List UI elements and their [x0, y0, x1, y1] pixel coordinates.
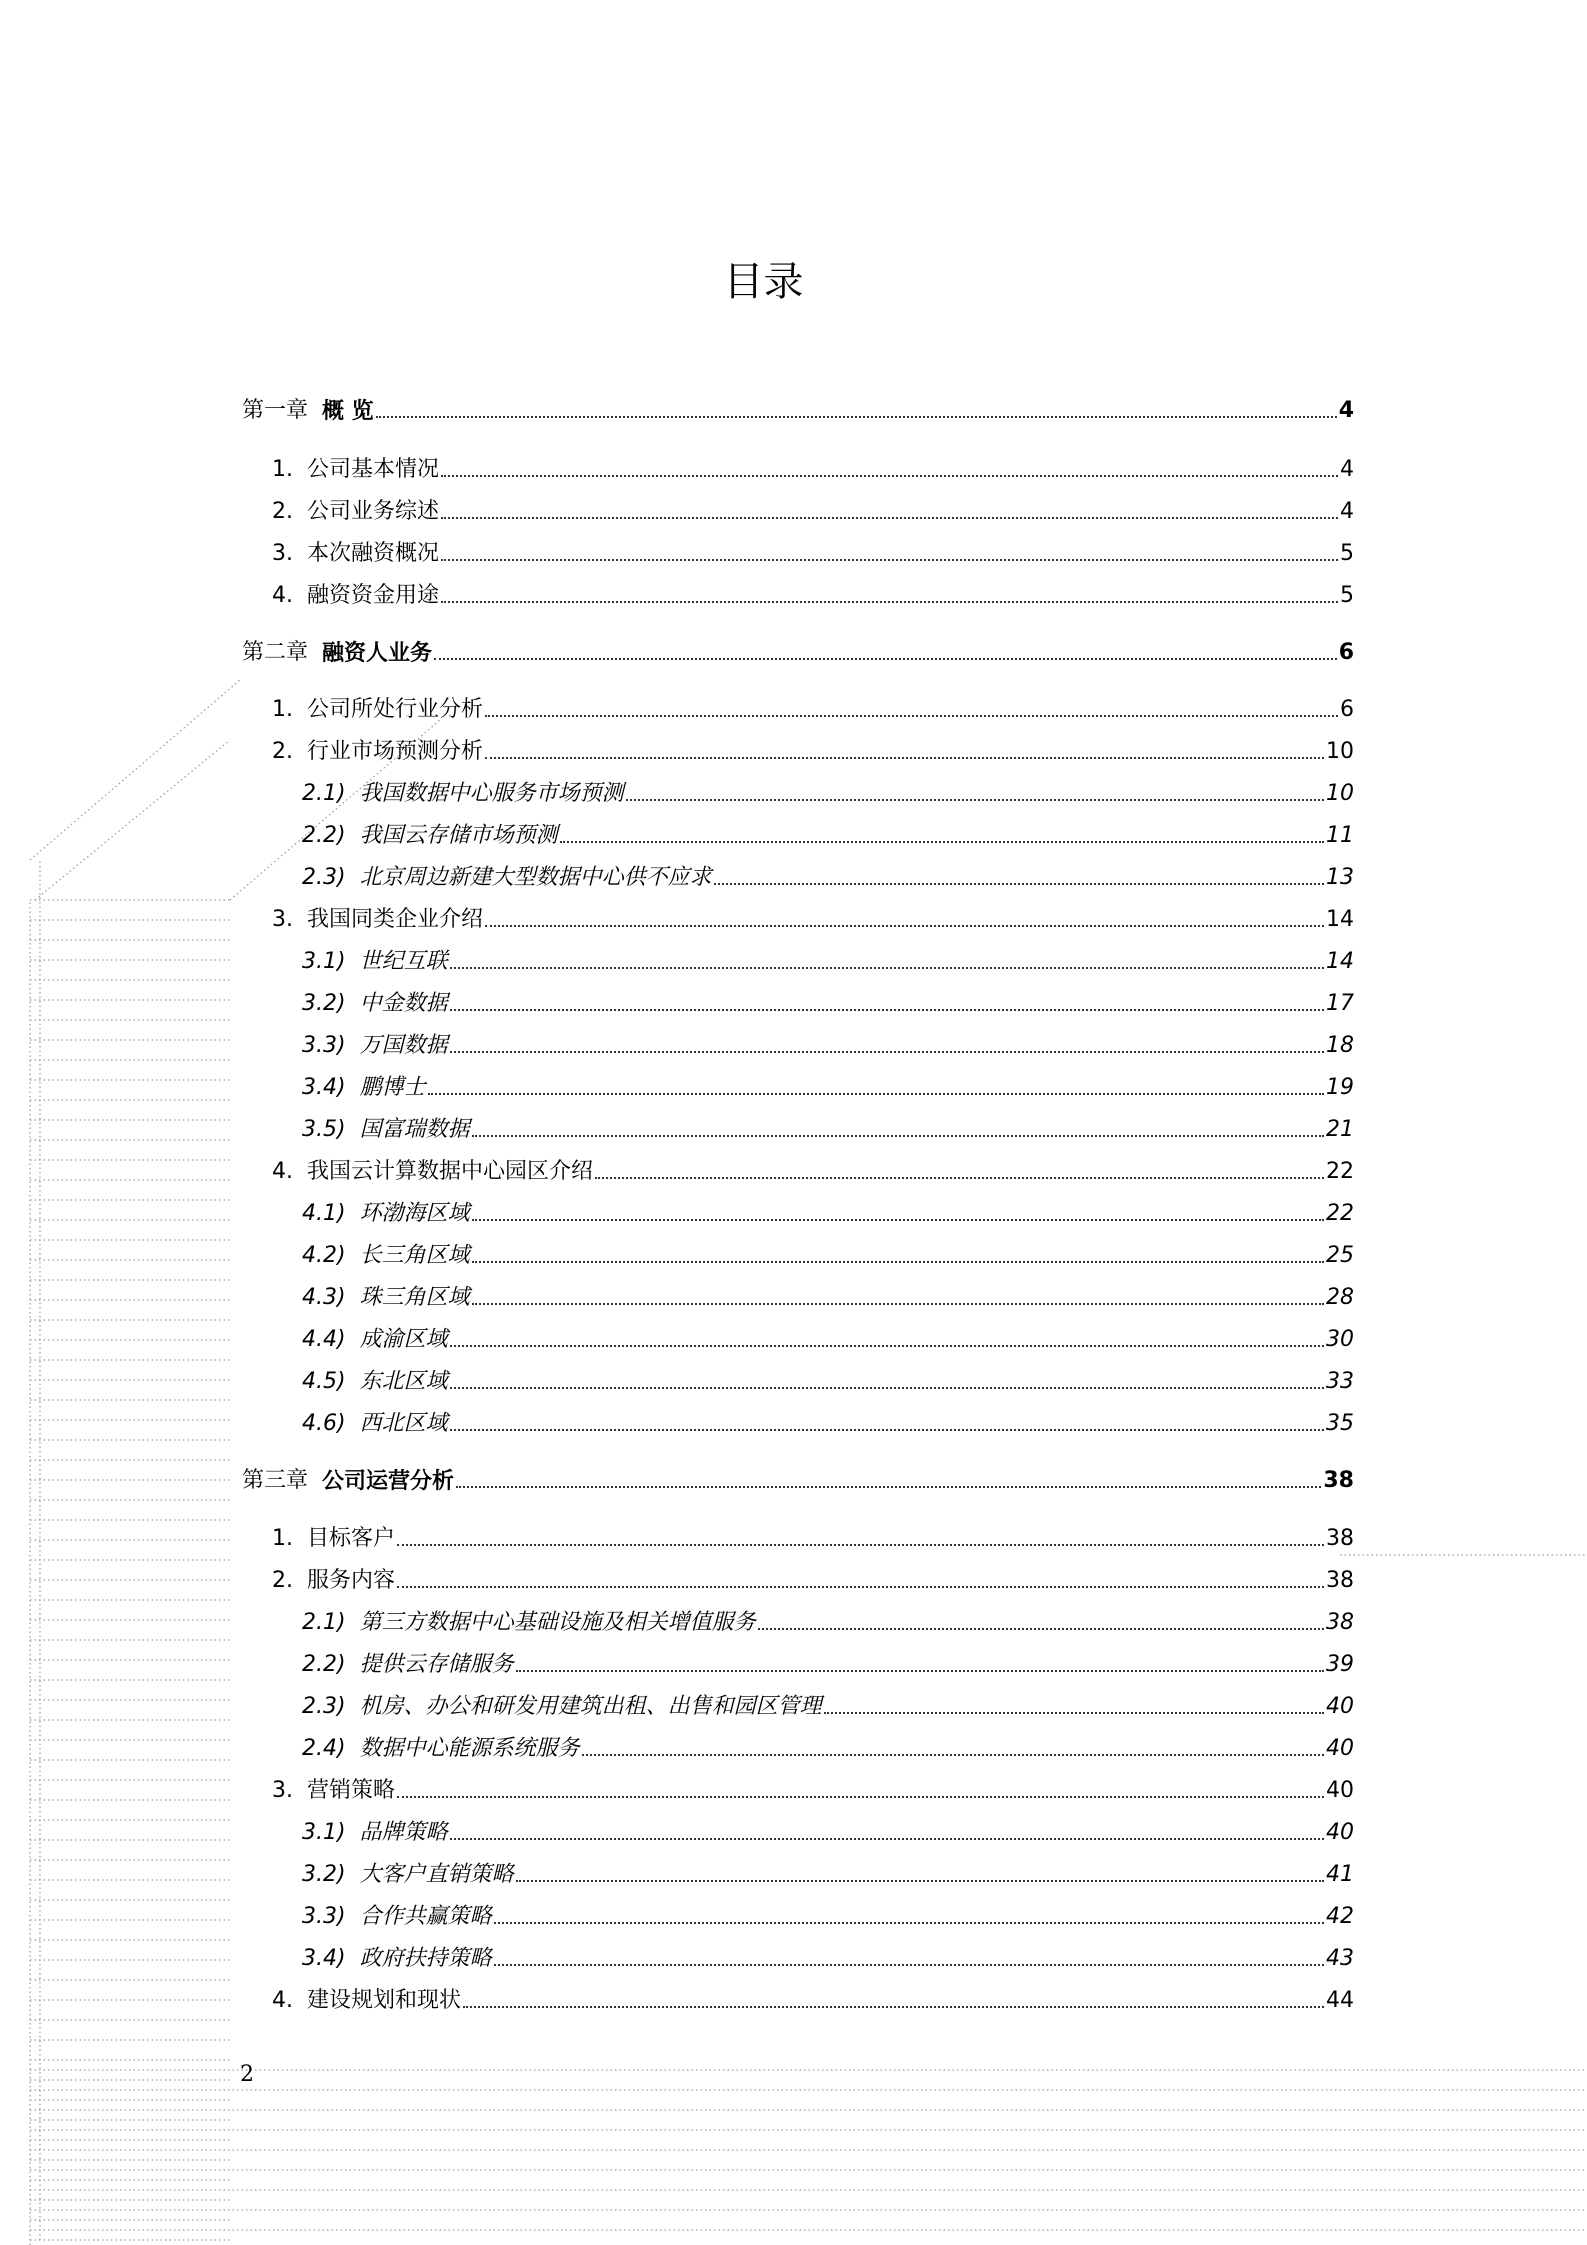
toc-entry-label: 西北区域 [359, 1411, 448, 1436]
toc-entry-label: 我国数据中心服务市场预测 [359, 781, 624, 806]
toc-entry-number: 4.2) [302, 1243, 360, 1268]
toc-entry-page: 18 [1326, 1033, 1354, 1058]
toc-entry-label: 世纪互联 [359, 949, 448, 974]
toc-entry-page: 38 [1323, 1468, 1354, 1493]
toc-entry-label: 建设规划和现状 [306, 1988, 461, 2013]
toc-entry-page: 40 [1326, 1694, 1354, 1719]
toc-entry-label: 营销策略 [306, 1778, 395, 1803]
toc-entry-number: 2.1) [302, 781, 360, 806]
toc-entry-page: 14 [1326, 949, 1354, 974]
dot-leader [450, 1387, 1324, 1389]
dot-leader [397, 1586, 1324, 1588]
toc-entry-number: 3. [272, 1778, 307, 1803]
toc-entry-section[interactable] [272, 537, 1354, 567]
toc-entry-page: 17 [1326, 991, 1354, 1016]
dot-leader [441, 559, 1338, 561]
toc-entry-sub[interactable] [302, 1281, 1354, 1311]
toc-entry-sub[interactable] [302, 1029, 1354, 1059]
toc-entry-number: 3.1) [302, 1820, 360, 1845]
toc-entry-page: 40 [1326, 1736, 1354, 1761]
toc-entry-label: 提供云存储服务 [359, 1652, 514, 1677]
toc-entry-label: 成渝区域 [359, 1327, 448, 1352]
toc-entry-sub[interactable] [302, 945, 1354, 975]
toc-entry-chapter[interactable] [242, 394, 1354, 424]
toc-entry-number: 4.1) [302, 1201, 360, 1226]
toc-entry-number: 1. [272, 697, 307, 722]
toc-entry-number: 2. [272, 499, 307, 524]
toc-entry-sub[interactable] [302, 1690, 1354, 1720]
toc-entry-label: 环渤海区域 [359, 1201, 470, 1226]
toc-entry-number: 第一章 [242, 398, 322, 423]
dot-leader [714, 883, 1324, 885]
toc-entry-section[interactable] [272, 1564, 1354, 1594]
toc-entry-sub[interactable] [302, 1071, 1354, 1101]
toc-entry-number: 3.4) [302, 1946, 360, 1971]
toc-entry-section[interactable] [272, 495, 1354, 525]
dot-leader [450, 1345, 1324, 1347]
toc-entry-sub[interactable] [302, 1606, 1354, 1636]
toc-entry-number: 2.3) [302, 865, 360, 890]
dot-leader [397, 1544, 1324, 1546]
toc-entry-section[interactable] [272, 735, 1354, 765]
dot-leader [450, 1429, 1324, 1431]
dot-leader [485, 757, 1324, 759]
toc-entry-number: 第二章 [242, 640, 322, 665]
toc-entry-label: 合作共赢策略 [359, 1904, 492, 1929]
toc-entry-page: 38 [1326, 1568, 1354, 1593]
dot-leader [485, 925, 1324, 927]
toc-entry-label: 我国云存储市场预测 [359, 823, 558, 848]
toc-entry-label: 机房、办公和研发用建筑出租、出售和园区管理 [359, 1694, 822, 1719]
toc-entry-sub[interactable] [302, 1197, 1354, 1227]
toc-entry-label: 概 览 [322, 398, 374, 424]
dot-leader [516, 1670, 1324, 1672]
toc-entry-number: 2. [272, 739, 307, 764]
dot-leader [397, 1796, 1324, 1798]
toc-entry-sub[interactable] [302, 987, 1354, 1017]
toc-entry-number: 4.3) [302, 1285, 360, 1310]
toc-entry-page: 33 [1326, 1369, 1354, 1394]
dot-leader [824, 1712, 1324, 1714]
toc-entry-page: 10 [1326, 739, 1354, 764]
toc-entry-chapter[interactable] [242, 1464, 1354, 1494]
toc-entry-sub[interactable] [302, 861, 1354, 891]
dot-leader [472, 1303, 1324, 1305]
toc-entry-page: 22 [1326, 1159, 1354, 1184]
toc-entry-page: 40 [1326, 1820, 1354, 1845]
toc-entry-number: 4. [272, 583, 307, 608]
toc-entry-page: 44 [1326, 1988, 1354, 2013]
toc-entry-page: 35 [1326, 1411, 1354, 1436]
dot-leader [450, 1009, 1324, 1011]
dot-leader [485, 715, 1338, 717]
dot-leader [463, 2006, 1324, 2008]
toc-entry-page: 42 [1326, 1904, 1354, 1929]
toc-entry-number: 3. [272, 541, 307, 566]
dot-leader [441, 601, 1338, 603]
dot-leader [450, 1051, 1324, 1053]
toc-entry-label: 行业市场预测分析 [306, 739, 483, 764]
toc-entry-number: 2.4) [302, 1736, 360, 1761]
toc-entry-number: 4.6) [302, 1411, 360, 1436]
dot-leader [494, 1922, 1324, 1924]
toc-entry-page: 10 [1326, 781, 1354, 806]
dot-leader [434, 658, 1337, 660]
toc-entry-page: 41 [1326, 1862, 1354, 1887]
dot-leader [450, 967, 1324, 969]
toc-entry-section[interactable] [272, 1984, 1354, 2014]
toc-entry-section[interactable] [272, 579, 1354, 609]
dot-leader [595, 1177, 1324, 1179]
toc-entry-page: 21 [1326, 1117, 1354, 1142]
dot-leader [472, 1135, 1324, 1137]
toc-entry-page: 38 [1326, 1610, 1354, 1635]
toc-entry-label: 中金数据 [359, 991, 448, 1016]
dot-leader [560, 841, 1324, 843]
dot-leader [441, 517, 1338, 519]
toc-entry-label: 融资人业务 [322, 640, 433, 666]
toc-entry-label: 公司业务综述 [306, 499, 439, 524]
toc-entry-page: 4 [1340, 499, 1354, 524]
toc-entry-number: 4. [272, 1159, 307, 1184]
toc-entry-label: 融资资金用途 [306, 583, 439, 608]
toc-entry-label: 服务内容 [306, 1568, 395, 1593]
dot-leader [626, 799, 1324, 801]
dot-leader [494, 1964, 1324, 1966]
toc-entry-number: 3.3) [302, 1904, 360, 1929]
toc-entry-sub[interactable] [302, 1113, 1354, 1143]
toc-entry-section[interactable] [272, 1155, 1354, 1185]
toc-entry-label: 我国同类企业介绍 [306, 907, 483, 932]
dot-leader [456, 1486, 1321, 1488]
toc-entry-page: 25 [1326, 1243, 1354, 1268]
dot-leader [376, 416, 1337, 418]
toc-entry-number: 2.3) [302, 1694, 360, 1719]
toc-entry-page: 11 [1326, 823, 1354, 848]
dot-leader [441, 475, 1338, 477]
toc-entry-page: 14 [1326, 907, 1354, 932]
toc-entry-number: 2.2) [302, 1652, 360, 1677]
toc-entry-label: 目标客户 [306, 1526, 395, 1551]
toc-entry-number: 3.5) [302, 1117, 360, 1142]
toc-entry-number: 3.2) [302, 991, 360, 1016]
toc-entry-label: 北京周边新建大型数据中心供不应求 [359, 865, 712, 890]
dot-leader [582, 1754, 1324, 1756]
footer-page-number: 2 [240, 2062, 254, 2087]
toc-entry-sub[interactable] [302, 1900, 1354, 1930]
toc-entry-number: 4. [272, 1988, 307, 2013]
toc-entry-sub[interactable] [302, 819, 1354, 849]
toc-entry-chapter[interactable] [242, 636, 1354, 666]
toc-entry-number: 4.4) [302, 1327, 360, 1352]
toc-entry-page: 5 [1340, 541, 1354, 566]
toc-entry-label: 万国数据 [359, 1033, 448, 1058]
toc-entry-page: 13 [1326, 865, 1354, 890]
toc-entry-page: 6 [1340, 697, 1354, 722]
toc-entry-page: 4 [1338, 398, 1354, 423]
toc-entry-page: 43 [1326, 1946, 1354, 1971]
toc-entry-label: 东北区域 [359, 1369, 448, 1394]
toc-entry-number: 第三章 [242, 1468, 322, 1493]
toc-entry-number: 2.2) [302, 823, 360, 848]
toc-entry-label: 国富瑞数据 [359, 1117, 470, 1142]
dot-leader [428, 1093, 1324, 1095]
toc-entry-page: 4 [1340, 457, 1354, 482]
toc-entry-label: 公司基本情况 [306, 457, 439, 482]
toc-entry-label: 第三方数据中心基础设施及相关增值服务 [359, 1610, 756, 1635]
toc-entry-label: 公司运营分析 [322, 1468, 455, 1494]
toc-entry-label: 政府扶持策略 [359, 1946, 492, 1971]
toc-entry-page: 5 [1340, 583, 1354, 608]
toc-entry-page: 19 [1326, 1075, 1354, 1100]
toc-entry-page: 6 [1338, 640, 1354, 665]
dot-leader [450, 1838, 1324, 1840]
page-title: 目录 [723, 259, 804, 305]
toc-entry-sub[interactable] [302, 1732, 1354, 1762]
toc-entry-sub[interactable] [302, 1239, 1354, 1269]
toc-entry-sub[interactable] [302, 1365, 1354, 1395]
toc-entry-section[interactable] [272, 693, 1354, 723]
toc-entry-sub[interactable] [302, 1648, 1354, 1678]
toc-entry-label: 珠三角区域 [359, 1285, 470, 1310]
toc-entry-number: 3. [272, 907, 307, 932]
toc-entry-section[interactable] [272, 1522, 1354, 1552]
toc-entry-label: 鹏博士 [359, 1075, 426, 1100]
toc-entry-section[interactable] [272, 453, 1354, 483]
toc-entry-number: 1. [272, 1526, 307, 1551]
toc-entry-number: 2.1) [302, 1610, 360, 1635]
toc-entry-sub[interactable] [302, 1323, 1354, 1353]
toc-entry-page: 30 [1326, 1327, 1354, 1352]
dot-leader [472, 1261, 1324, 1263]
toc-entry-number: 3.2) [302, 1862, 360, 1887]
dot-leader [758, 1628, 1324, 1630]
toc-entry-label: 公司所处行业分析 [306, 697, 483, 722]
toc-entry-sub[interactable] [302, 777, 1354, 807]
toc-entry-page: 38 [1326, 1526, 1354, 1551]
toc-entry-number: 3.3) [302, 1033, 360, 1058]
toc-entry-number: 4.5) [302, 1369, 360, 1394]
toc-entry-number: 3.1) [302, 949, 360, 974]
toc-entry-sub[interactable] [302, 1407, 1354, 1437]
toc-entry-number: 3.4) [302, 1075, 360, 1100]
toc-entry-sub[interactable] [302, 1816, 1354, 1846]
toc-entry-number: 2. [272, 1568, 307, 1593]
toc-entry-label: 数据中心能源系统服务 [359, 1736, 580, 1761]
toc-entry-sub[interactable] [302, 1858, 1354, 1888]
dot-leader [472, 1219, 1324, 1221]
toc-entry-section[interactable] [272, 1774, 1354, 1804]
dot-leader [516, 1880, 1324, 1882]
toc-entry-label: 我国云计算数据中心园区介绍 [306, 1159, 593, 1184]
toc-entry-number: 1. [272, 457, 307, 482]
toc-entry-label: 品牌策略 [359, 1820, 448, 1845]
toc-entry-sub[interactable] [302, 1942, 1354, 1972]
toc-entry-label: 本次融资概况 [306, 541, 439, 566]
toc-entry-section[interactable] [272, 903, 1354, 933]
toc-entry-label: 大客户直销策略 [359, 1862, 514, 1887]
toc-entry-page: 28 [1326, 1285, 1354, 1310]
toc-entry-page: 22 [1326, 1201, 1354, 1226]
toc-entry-label: 长三角区域 [359, 1243, 470, 1268]
toc-entry-page: 39 [1326, 1652, 1354, 1677]
toc-entry-page: 40 [1326, 1778, 1354, 1803]
